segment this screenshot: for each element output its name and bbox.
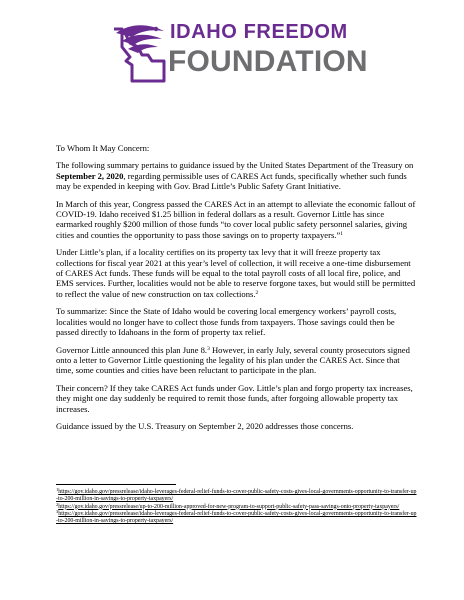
paragraph-concern: Their concern? If they take CARES Act funds under Gov. Little’s plan and forgo property tax increases, they might one day suddenly be required to remit those funds, after forgoing allowable property tax increases. [56, 382, 413, 414]
footnote-ref: 2 [255, 289, 259, 296]
footnote-3 [56, 508, 418, 526]
paragraph-text: Governor Little announced this plan June 8. [56, 344, 208, 355]
footnotes [56, 489, 418, 525]
footnote-2 [56, 501, 418, 511]
paragraph-text: In March of this year, Congress passed the CARES Act in an attempt to alleviate the economic fallout of COVID-19. Idaho received $1.25 billion in federal dollars as a result. Governor Little has since earmarked roughly $200 million of those funds “to cover local public safety personnel salaries, giving cities and counties the opportunity to pass those savings on to property taxpayers.” [56, 198, 416, 240]
footnote-1 [56, 489, 418, 504]
paragraph-intro [56, 160, 418, 191]
paragraph-plan [56, 247, 418, 299]
footnote-link[interactable]: https://gov.idaho.gov/pressrelease/up-to-200-million-approved-for-new-program-to-support-public-safety-pass-savings-onto-property-taxpayers/ [58, 503, 400, 510]
paragraph-text: , regarding permissible uses of CARES Act funds, specifically whether such funds may be expended in keeping with Gov. Brad Little’s Public Safety Grant Initiative. [56, 170, 407, 192]
footnote-number: 3 [56, 508, 59, 514]
footnote-link[interactable]: https://gov.idaho.gov/pressrelease/idaho-leverages-federal-relief-funds-to-cover-public-safety-costs-gives-local-governments-opportunity-to-transfer-up-to-200-million-in-savings-to-property-taxpayers/ [56, 510, 417, 525]
paragraph-summary: To summarize: Since the State of Idaho would be covering local emergency workers’ payroll costs, localities would no longer have to collect those funds from taxpayers. Those savings could then be passed directly to Idahoans in the form of property tax relief. [56, 306, 397, 338]
paragraph-text: Under Little’s plan, if a locality certifies on its property tax levy that it will freeze property tax collections for fiscal year 2021 at this year’s level of collection, it will receive a one-time disbursement of CARES Act funds. These funds will be equal to the total payroll costs of all local fire, police, and EMS services. Further, localities would not be able to reserve forgone taxes, but would still be permitted to reflect the value of new construction on tax collections. [56, 247, 416, 299]
salutation: To Whom It May Concern: [56, 143, 150, 153]
paragraph-text: However, in early July, several county prosecutors signed onto a letter to Governor Little questioning the legality of his plan under the CARES Act. Since that time, some counties and cities have been reluctant to participate in the plan. [56, 344, 410, 376]
letter-body [56, 143, 418, 438]
logo-name-line2: FOUNDATION [168, 45, 368, 78]
guidance-date: September 2, 2020 [56, 170, 124, 181]
logo-name-line1: IDAHO FREEDOM [170, 21, 348, 43]
paragraph-guidance: Guidance issued by the U.S. Treasury on September 2, 2020 addresses those concerns. [56, 420, 354, 431]
footnote-ref: 3 [207, 345, 210, 352]
paragraph-announcement [56, 345, 418, 376]
footnote-number: 2 [56, 501, 59, 507]
footnote-ref: 1 [340, 230, 344, 237]
footnote-link[interactable]: https://gov.idaho.gov/pressrelease/idaho-leverages-federal-relief-funds-to-cover-public-safety-costs-gives-local-governments-opportunity-to-transfer-up-to-200-million-in-savings-to-property-taxpayers/ [56, 489, 417, 503]
eagle-idaho-logo-icon [108, 21, 168, 83]
footnote-divider [56, 484, 176, 485]
footnote-number: 1 [56, 487, 59, 492]
organization-logo [108, 21, 368, 83]
paragraph-background [56, 199, 418, 241]
paragraph-text: The following summary pertains to guidance issued by the United States Department of the Treasury on [56, 160, 414, 171]
